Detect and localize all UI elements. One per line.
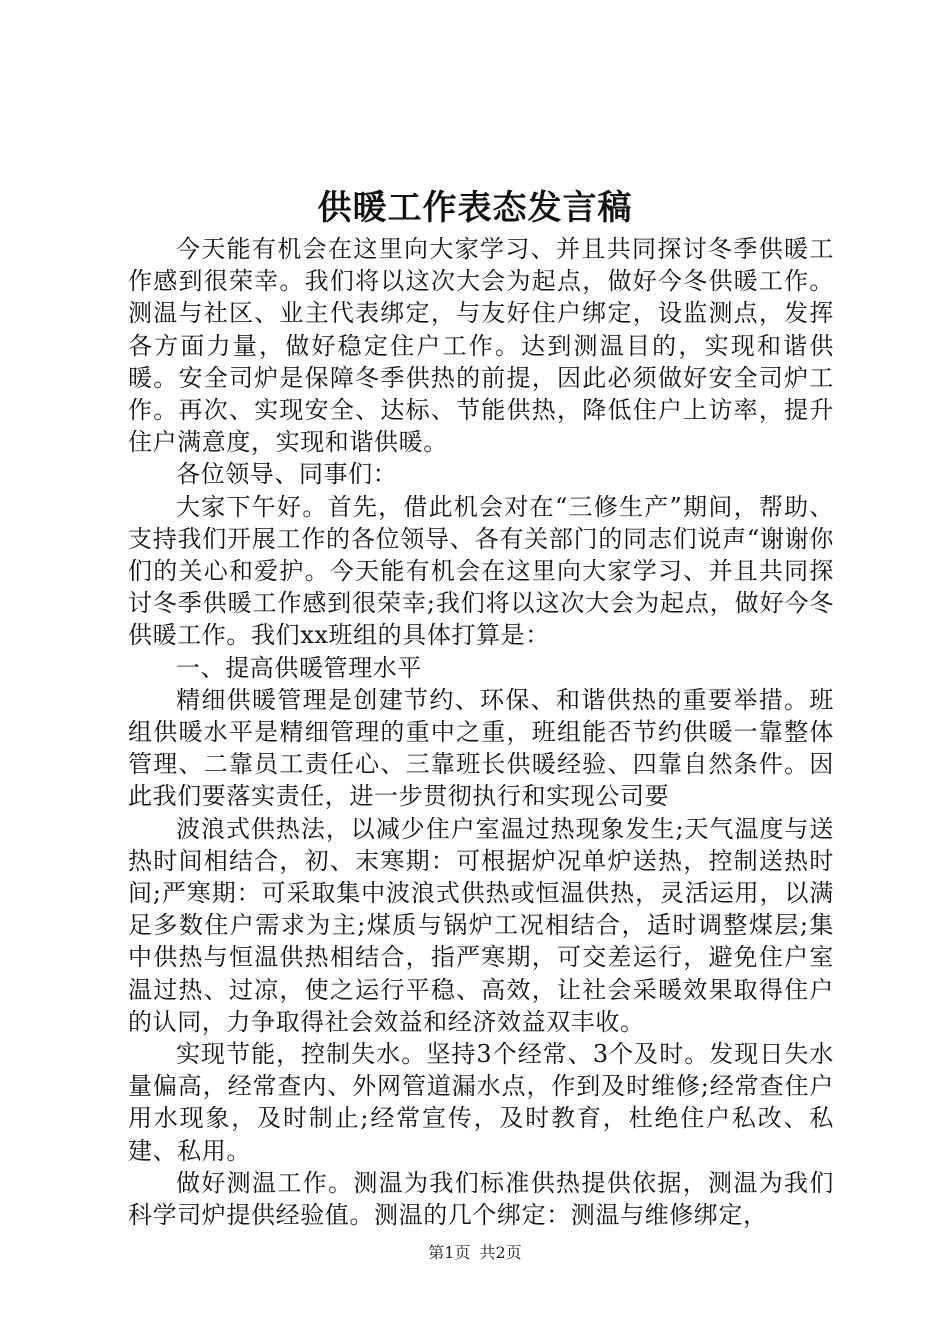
page-footer — [0, 1242, 950, 1264]
section-heading-1: 一、提高供暖管理水平 — [176, 653, 422, 682]
paragraph-intro: 今天能有机会在这里向大家学习、并且共同探讨冬季供暖工作感到很荣幸。我们将以这次大会为起点，做好今冬供暖工作。测温与社区、业主代表绑定，与友好住户绑定，设监测点，发挥各方面力量，做好稳定住户工作。达到测温目的，实现和谐供暖。安全司炉是保障冬季供热的前提，因此必须做好安全司炉工作。再次、实现安全、达标、节能供热，降低住户上访率，提升住户满意度，实现和谐供暖。 — [128, 235, 834, 457]
document-body — [128, 233, 834, 1231]
paragraph-greeting: 大家下午好。首先，借此机会对在“三修生产”期间，帮助、支持我们开展工作的各位领导、各有关部门的同志们说声“谢谢你们的关心和爱护。今天能有机会在这里向大家学习、并且共同探讨冬季供暖工作感到很荣幸;我们将以这次大会为起点，做好今冬供暖工作。我们xx班组的具体打算是： — [128, 492, 834, 650]
page-number-current: 第1页 — [428, 1243, 471, 1262]
paragraph-management: 精细供暖管理是创建节约、环保、和谐供热的重要举措。班组供暖水平是精细管理的重中之重，班组能否节约供暖一靠整体管理、二靠员工责任心、三靠班长供暖经验、四靠自然条件。因此我们要落实责任，进一步贯彻执行和实现公司要 — [128, 685, 834, 811]
page-number-total: 共2页 — [479, 1243, 522, 1262]
document-title: 供暖工作表态发言稿 — [317, 188, 633, 228]
paragraph-energy-saving: 实现节能，控制失水。坚持3个经常、3个及时。发现日失水量偏高，经常查内、外网管道漏水点，作到及时维修;经常查住户用水现象，及时制止;经常宣传，及时教育，杜绝住户私改、私建、私用。 — [128, 1040, 834, 1165]
paragraph-salutation: 各位领导、同事们： — [176, 460, 398, 489]
paragraph-temperature-measurement: 做好测温工作。测温为我们标准供热提供依据，测温为我们科学司炉提供经验值。测温的几个绑定：测温与维修绑定， — [128, 1168, 834, 1230]
paragraph-wave-heating: 波浪式供热法，以减少住户室温过热现象发生;天气温度与送热时间相结合，初、末寒期：可根据炉况单炉送热，控制送热时间;严寒期：可采取集中波浪式供热或恒温供热，灵活运用，以满足多数住户需求为主;煤质与锅炉工况相结合，适时调整煤层;集中供热与恒温供热相结合，指严寒期，可交差运行，避免住户室温过热、过凉，使之运行平稳、高效，让社会采暖效果取得住户的认同，力争取得社会效益和经济效益双丰收。 — [128, 814, 834, 1036]
